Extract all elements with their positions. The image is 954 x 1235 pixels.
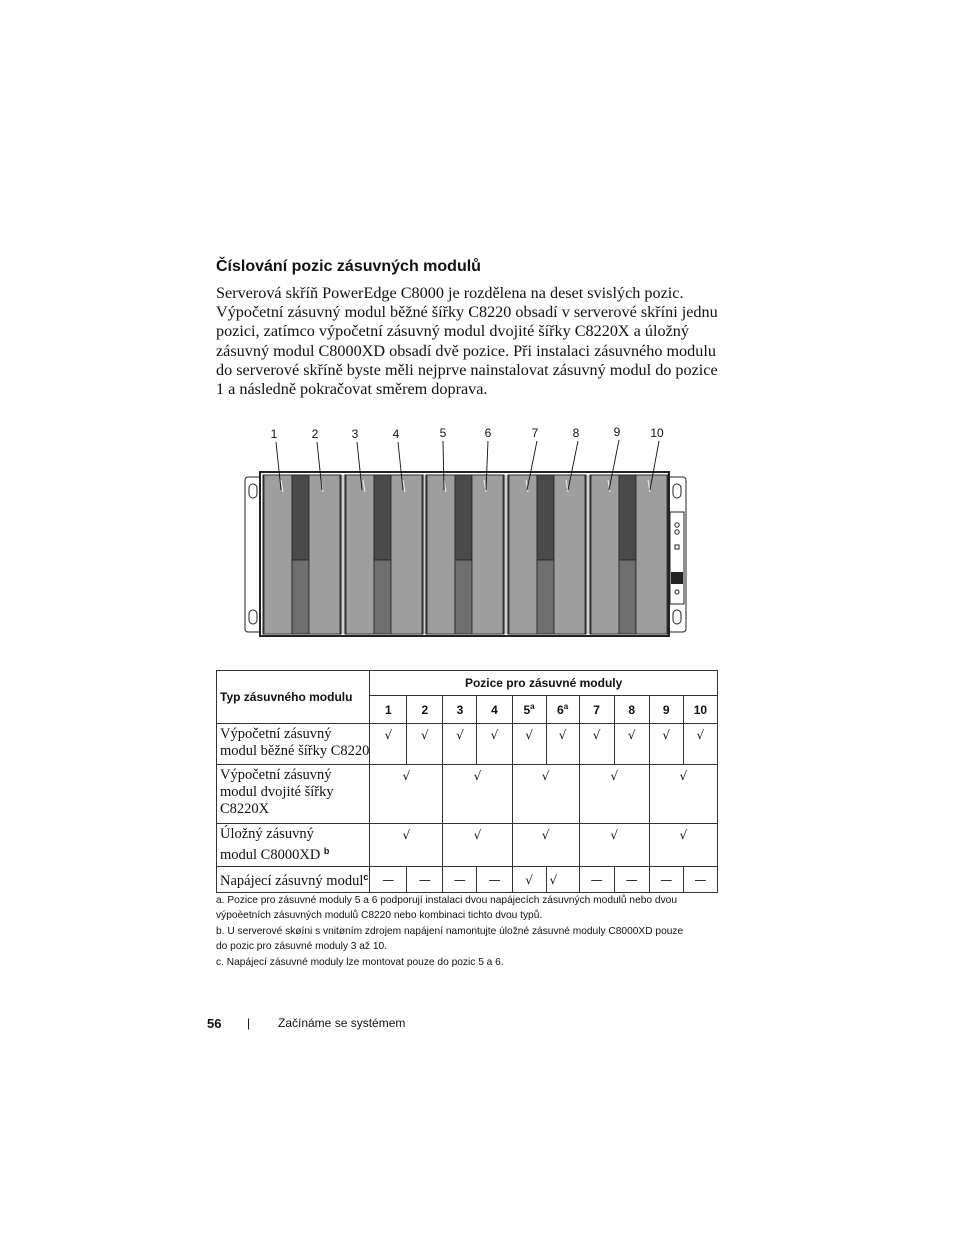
check-cell: √ [683,724,717,765]
sled-handle-top [619,475,636,560]
table-footnotes [216,893,721,971]
position-number: 7 [593,702,600,717]
paragraph-line: pozici, zatímco výpočetní zásuvný modul dvojité šířky C8220X a úložný [216,322,689,341]
sled-right [309,475,340,634]
position-number: 6 [557,703,564,717]
label-line: modul dvojité šířky [220,784,334,800]
sled-right [472,475,503,634]
footnote-ref: a [563,702,569,711]
position-number-header [407,696,443,724]
position-number-header [614,696,649,724]
position-number: 1 [384,702,392,717]
sled-right [554,475,585,634]
paragraph-line: Serverová skříň PowerEdge C8000 je rozdělena na deset svislých pozic. [216,284,684,302]
row-label-c8220 [217,724,370,765]
footnote-a [216,893,721,923]
sled-left [509,475,537,634]
page-number: 56 [207,1016,222,1031]
slot-table [216,670,718,893]
position-number: 3 [456,702,464,717]
label-line: Výpočetní zásuvný [220,767,332,783]
check-cell: √ [649,824,717,867]
callout-label: 6 [484,426,492,440]
check-cell: √ [443,765,512,824]
footnote-line: do pozic pro zásuvné moduly 3 až 10. [216,941,388,952]
position-number: 4 [491,702,498,717]
label-text: modul C8000XD [220,847,321,863]
check-cell: √ [649,724,683,765]
dash-cell: — [407,867,443,893]
check-cell: √ [614,724,649,765]
check-cell: √ [579,824,649,867]
row-label-c8000xd [217,824,370,867]
dash-cell: — [683,867,717,893]
table-row [217,724,718,765]
position-number-header [579,696,614,724]
row-label-c8220x [217,765,370,824]
chapter-title: Začínáme se systémem [278,1016,406,1030]
body-paragraph [216,284,716,399]
label-text: Napájecí zásuvný modul [220,873,364,889]
label-line: modul běžné šířky C8220 [220,743,370,759]
position-number: 2 [421,702,429,717]
position-number: 8 [628,702,636,717]
label-line: Úložný zásuvný [220,826,314,842]
chassis-illustration [236,420,696,642]
footnote-ref: b [323,846,330,856]
position-number-header [546,696,579,724]
footnote-ref: a [530,702,535,711]
callout-label: 9 [613,425,621,439]
paragraph-line: do serverové skříně byste měli nejprve nainstalovat zásuvný modul do pozice [216,360,718,379]
sled-handle-bottom [292,560,309,634]
sled-handle-top [292,475,309,560]
table-row [217,824,718,867]
dash-cell: — [443,867,477,893]
check-cell: √ [443,724,477,765]
dash-cell: — [370,867,407,893]
row-label-power [217,867,370,893]
label-line: C8220X [220,801,270,817]
footnote-b [216,924,721,954]
footnote-line: a. Pozice pro zásuvné moduly 5 a 6 podporují instalaci dvou napájecích zásuvných modulů nebo dvou [216,895,677,906]
position-number-header [477,696,512,724]
paragraph-line: Výpočetní zásuvný modul běžné šířky C8220 obsadí v serverové skříni jednu [216,303,718,322]
sled-handle-top [537,475,554,560]
callout-label: 10 [650,426,664,440]
sled-handle-top [455,475,472,560]
callout-label: 4 [392,427,400,441]
check-cell: √ [546,724,579,765]
chassis-figure [236,420,696,642]
dash-cell: — [614,867,649,893]
sled-handle-bottom [537,560,554,634]
callout-label: 1 [270,427,278,441]
sled-left [591,475,619,634]
sled-left [427,475,455,634]
check-cell: √ [370,724,407,765]
label-line [220,843,367,864]
dash-cell: — [477,867,512,893]
check-cell: √ [407,724,443,765]
callout-label: 3 [351,427,359,441]
callout-label: 2 [311,427,319,441]
footnote-line: c. Napájecí zásuvné moduly lze montovat pouze do pozic 5 a 6. [216,957,504,968]
position-number: 5 [523,703,531,717]
check-cell: √ [512,724,546,765]
position-number: 9 [662,702,670,717]
position-number-header [512,696,546,724]
position-number: 10 [693,702,708,717]
section-heading: Číslování pozic zásuvných modulů [216,258,481,275]
check-cell: √ [512,765,579,824]
label-line: Výpočetní zásuvný [220,726,332,742]
footnote-line: výpoèetních zásuvných modulů C8220 nebo kombinaci tichto dvou typů. [216,910,543,921]
table-row [217,867,718,893]
check-cell: √ [512,867,546,893]
sled-handle-bottom [619,560,636,634]
check-cell: √ [443,824,512,867]
dash-cell: — [649,867,683,893]
check-cell: √ [512,824,579,867]
network-port-icon [671,572,683,584]
position-number-header [649,696,683,724]
check-cell: √ [579,724,614,765]
footnote-c [216,955,721,970]
callout-label: 5 [439,426,447,440]
dash-cell: — [579,867,614,893]
footnote-line: b. U serverové skøíni s vnitøním zdrojem napájení namontujte úložné zásuvné moduly C8000XD pouze [216,926,684,937]
position-number-header [443,696,477,724]
positions-header: Pozice pro zásuvné moduly [370,671,718,696]
sled-handle-bottom [455,560,472,634]
sled-left [264,475,292,634]
paragraph-line: zásuvný modul C8000XD obsadí dvě pozice. Při instalaci zásuvného modulu [216,341,716,360]
type-column-header: Typ zásuvného modulu [217,671,370,724]
check-cell: √ [649,765,717,824]
sled-right [636,475,667,634]
check-cell: √ [546,867,579,893]
footnote-ref: c [363,872,369,882]
check-cell: √ [370,824,443,867]
callout-label: 7 [531,426,539,440]
paragraph-line: 1 a následně pokračovat směrem doprava. [216,380,488,399]
footer-separator: | [247,1016,251,1030]
sled-handle-bottom [374,560,391,634]
position-number-header [683,696,717,724]
check-cell: √ [370,765,443,824]
sled-left [346,475,374,634]
sled-handle-top [374,475,391,560]
position-number-header [370,696,407,724]
table-row [217,765,718,824]
sled-right [391,475,422,634]
check-cell: √ [579,765,649,824]
callout-label: 8 [572,426,580,440]
check-cell: √ [477,724,512,765]
